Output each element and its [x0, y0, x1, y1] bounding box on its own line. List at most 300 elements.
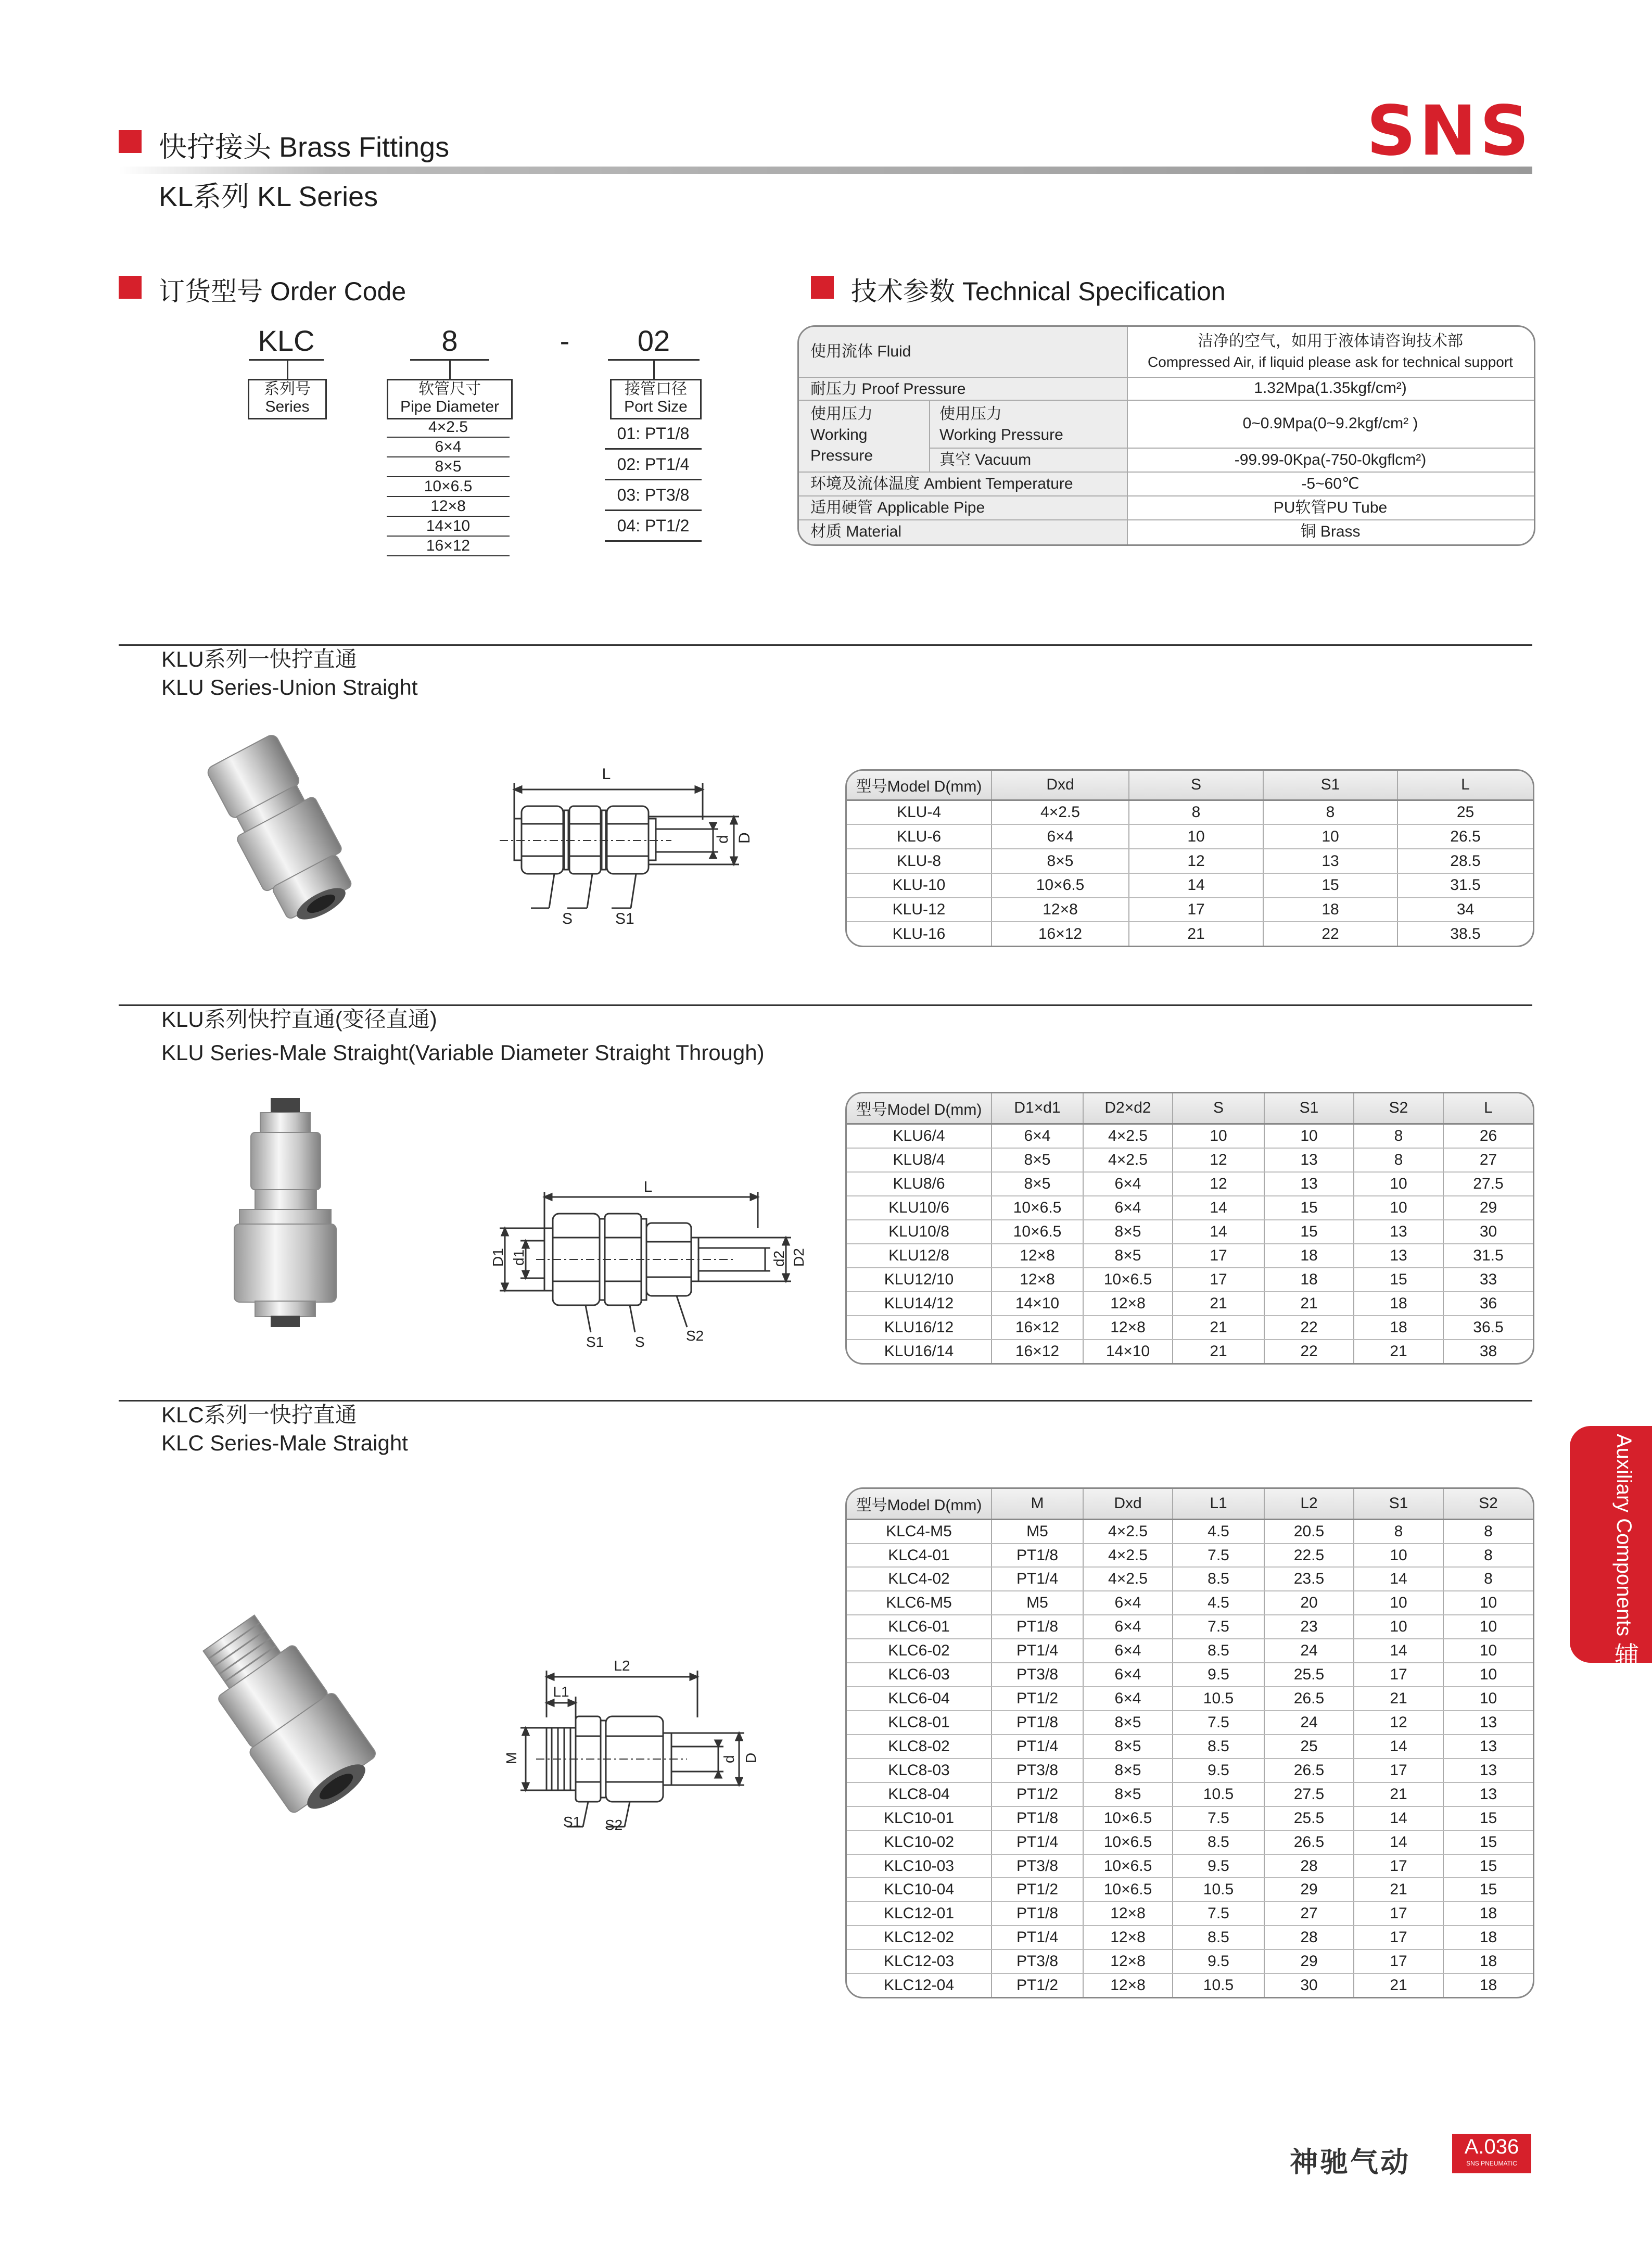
- table-cell: M5: [992, 1591, 1083, 1615]
- table-cell: 8.5: [1173, 1830, 1264, 1854]
- spec-mat-value: 铜 Brass: [1300, 523, 1361, 540]
- side-tab-cn: 辅助元件: [1610, 1642, 1638, 1742]
- table-row: [847, 1926, 1533, 1950]
- table-cell: 21: [1264, 1292, 1354, 1316]
- table-cell: 12: [1354, 1711, 1443, 1735]
- table-cell: 18: [1354, 1292, 1443, 1316]
- list-item: 10×6.5: [387, 477, 510, 497]
- klu-reducer-table: [845, 1092, 1534, 1365]
- spec-vac-value: -99.99-0Kpa(-750-0kgflcm²): [1234, 451, 1427, 468]
- table-header: Dxd: [1083, 1489, 1173, 1519]
- klu-reducer-photo: [219, 1098, 354, 1327]
- dim-d1-outer-label: D1: [490, 1248, 506, 1267]
- table-cell: 10×6.5: [992, 873, 1129, 898]
- table-row: [847, 1878, 1533, 1902]
- table-cell: 10×6.5: [1083, 1830, 1173, 1854]
- klc-male-drawing: [500, 1655, 770, 1842]
- table-cell: 12×8: [992, 898, 1129, 922]
- table-cell: 4×2.5: [1083, 1519, 1173, 1544]
- table-cell: 27: [1443, 1148, 1533, 1172]
- table-cell: 14: [1354, 1830, 1443, 1854]
- table-cell: 27: [1264, 1902, 1354, 1926]
- table-cell: 22: [1263, 922, 1397, 946]
- table-cell: 9.5: [1173, 1759, 1264, 1782]
- table-cell: 6×4: [1083, 1196, 1173, 1220]
- table-cell: 25: [1397, 800, 1533, 824]
- table-cell: PT1/8: [992, 1544, 1083, 1568]
- table-cell: 10×6.5: [992, 1220, 1083, 1244]
- table-cell: 4×2.5: [1083, 1544, 1173, 1568]
- dim-d2-outer-label: D2: [791, 1248, 807, 1267]
- table-header: 型号Model D(mm): [847, 771, 992, 800]
- table-cell: PT1/4: [992, 1567, 1083, 1591]
- table-cell: KLU-16: [847, 922, 992, 946]
- table-cell: 4×2.5: [1083, 1148, 1173, 1172]
- table-header: S: [1129, 771, 1263, 800]
- table-row: [847, 1687, 1533, 1711]
- table-row: [847, 1735, 1533, 1759]
- table-cell: 10: [1443, 1663, 1533, 1687]
- table-cell: 8×5: [1083, 1735, 1173, 1759]
- table-row: [847, 1196, 1533, 1220]
- table-cell: 12: [1173, 1148, 1264, 1172]
- klc-male-photo: [182, 1603, 401, 1842]
- table-cell: 6×4: [1083, 1687, 1173, 1711]
- table-cell: KLU-10: [847, 873, 992, 898]
- table-cell: KLC10-01: [847, 1806, 992, 1830]
- table-cell: 12×8: [1083, 1950, 1173, 1973]
- table-cell: 26.5: [1264, 1830, 1354, 1854]
- table-cell: PT1/8: [992, 1615, 1083, 1639]
- klu-union-photo: [187, 729, 385, 937]
- header-marker-icon: [119, 130, 142, 153]
- table-cell: PT1/8: [992, 1902, 1083, 1926]
- table-cell: KLC4-M5: [847, 1519, 992, 1544]
- spec-wp-sub-en: Working Pressure: [939, 426, 1063, 443]
- table-cell: KLC6-03: [847, 1663, 992, 1687]
- table-cell: 10: [1354, 1615, 1443, 1639]
- table-cell: 28: [1264, 1854, 1354, 1878]
- order-code-underline: [249, 359, 324, 361]
- dim-l-label: L: [643, 1181, 653, 1195]
- table-cell: KLC6-04: [847, 1687, 992, 1711]
- port-size-box: 接管口径 Port Size: [610, 379, 702, 419]
- table-cell: 15: [1443, 1830, 1533, 1854]
- dim-l1-label: L1: [553, 1684, 569, 1700]
- sec3-title-en: KLC Series-Male Straight: [161, 1431, 408, 1455]
- klu-union-drawing: [500, 762, 781, 934]
- table-row: [847, 1950, 1533, 1973]
- table-cell: 16×12: [992, 922, 1129, 946]
- table-cell: 10: [1354, 1196, 1443, 1220]
- table-cell: 15: [1443, 1806, 1533, 1830]
- table-row: [847, 1830, 1533, 1854]
- klc-male-table: [845, 1487, 1534, 1998]
- table-cell: KLC12-04: [847, 1973, 992, 1997]
- sec1-title-cn: KLU系列一快拧直通: [161, 647, 357, 671]
- table-cell: 8×5: [1083, 1711, 1173, 1735]
- table-cell: KLU10/8: [847, 1220, 992, 1244]
- table-cell: 6×4: [992, 1124, 1083, 1148]
- table-cell: 21: [1354, 1973, 1443, 1997]
- spec-wp-label-en1: Working: [810, 426, 868, 443]
- table-cell: 17: [1129, 898, 1263, 922]
- table-cell: 10: [1263, 824, 1397, 849]
- dim-s2-label: S2: [605, 1817, 623, 1833]
- table-cell: KLU8/4: [847, 1148, 992, 1172]
- table-cell: 10.5: [1173, 1687, 1264, 1711]
- table-cell: 13: [1264, 1172, 1354, 1196]
- table-cell: 6×4: [992, 824, 1129, 849]
- table-cell: 18: [1443, 1950, 1533, 1973]
- table-cell: 17: [1354, 1926, 1443, 1950]
- table-header: L: [1443, 1093, 1533, 1124]
- table-header: D2×d2: [1083, 1093, 1173, 1124]
- table-cell: 26.5: [1397, 824, 1533, 849]
- table-cell: 33: [1443, 1268, 1533, 1292]
- table-row: [847, 1759, 1533, 1782]
- table-cell: KLU-4: [847, 800, 992, 824]
- table-cell: PT1/8: [992, 1711, 1083, 1735]
- table-cell: PT1/4: [992, 1735, 1083, 1759]
- table-cell: PT1/4: [992, 1830, 1083, 1854]
- table-cell: KLC6-01: [847, 1615, 992, 1639]
- order-code-connector: [449, 360, 451, 379]
- table-cell: 8: [1443, 1567, 1533, 1591]
- table-cell: 8: [1354, 1519, 1443, 1544]
- spec-wp-value: 0~0.9Mpa(0~9.2kgf/cm² ): [1242, 415, 1418, 432]
- table-cell: 26.5: [1264, 1759, 1354, 1782]
- table-cell: 8×5: [1083, 1782, 1173, 1806]
- table-cell: 13: [1443, 1735, 1533, 1759]
- table-header: S: [1173, 1093, 1264, 1124]
- sec1-title-en: KLU Series-Union Straight: [161, 675, 418, 699]
- table-cell: 15: [1264, 1196, 1354, 1220]
- table-cell: 6×4: [1083, 1639, 1173, 1663]
- klu-union-table: [845, 769, 1534, 947]
- table-cell: 26.5: [1264, 1687, 1354, 1711]
- table-cell: 12×8: [1083, 1926, 1173, 1950]
- table-cell: 14: [1173, 1196, 1264, 1220]
- table-cell: 27.5: [1443, 1172, 1533, 1196]
- table-cell: PT1/4: [992, 1926, 1083, 1950]
- table-cell: PT1/2: [992, 1782, 1083, 1806]
- table-row: [847, 1544, 1533, 1568]
- dim-m-label: M: [503, 1752, 519, 1764]
- table-cell: 8.5: [1173, 1639, 1264, 1663]
- page-number-badge: [1452, 2134, 1531, 2173]
- dim-D-label: D: [736, 832, 753, 844]
- spec-fluid-label: 使用流体 Fluid: [810, 343, 911, 360]
- table-cell: 4×2.5: [992, 800, 1129, 824]
- table-cell: 23: [1264, 1615, 1354, 1639]
- series-title: KL系列 KL Series: [159, 181, 378, 212]
- order-code-dash: -: [560, 324, 570, 357]
- table-cell: 8: [1354, 1124, 1443, 1148]
- table-cell: 22.5: [1264, 1544, 1354, 1568]
- list-item: 16×12: [387, 537, 510, 556]
- table-cell: PT1/2: [992, 1878, 1083, 1902]
- table-header: S1: [1263, 771, 1397, 800]
- table-cell: 10×6.5: [1083, 1854, 1173, 1878]
- table-cell: 6×4: [1083, 1615, 1173, 1639]
- table-row: [847, 1782, 1533, 1806]
- table-cell: KLU8/6: [847, 1172, 992, 1196]
- table-cell: 10: [1443, 1687, 1533, 1711]
- spec-wp-label-en2: Pressure: [810, 447, 873, 464]
- table-cell: KLC12-03: [847, 1950, 992, 1973]
- table-cell: 20.5: [1264, 1519, 1354, 1544]
- table-header: Dxd: [992, 771, 1129, 800]
- table-cell: 12×8: [1083, 1902, 1173, 1926]
- table-cell: 14×10: [1083, 1340, 1173, 1363]
- table-row: [847, 1148, 1533, 1172]
- table-cell: 21: [1173, 1340, 1264, 1363]
- table-header: S1: [1354, 1489, 1443, 1519]
- table-cell: 10: [1129, 824, 1263, 849]
- table-row: [847, 1711, 1533, 1735]
- table-row: [847, 1854, 1533, 1878]
- sec3-title-cn: KLC系列一快拧直通: [161, 1403, 357, 1427]
- dim-s1-label: S1: [563, 1814, 581, 1830]
- table-header: S2: [1443, 1489, 1533, 1519]
- table-cell: 23.5: [1264, 1567, 1354, 1591]
- table-cell: 29: [1264, 1878, 1354, 1902]
- table-header: L2: [1264, 1489, 1354, 1519]
- page-number: A.036: [1464, 2135, 1519, 2158]
- table-cell: 12×8: [992, 1244, 1083, 1268]
- table-row: [847, 1268, 1533, 1292]
- table-cell: 8×5: [1083, 1220, 1173, 1244]
- dim-s-label: S: [562, 910, 573, 927]
- list-item: 04: PT1/2: [605, 511, 702, 542]
- table-cell: 4.5: [1173, 1591, 1264, 1615]
- table-cell: 9.5: [1173, 1950, 1264, 1973]
- table-cell: 8: [1354, 1148, 1443, 1172]
- table-row: [847, 1244, 1533, 1268]
- table-cell: 13: [1443, 1759, 1533, 1782]
- brand-logo: SNS: [1366, 91, 1532, 171]
- spec-fluid-value-en: Compressed Air, if liquid please ask for technical support: [1148, 354, 1513, 370]
- table-cell: 12×8: [992, 1268, 1083, 1292]
- table-cell: 8.5: [1173, 1567, 1264, 1591]
- table-cell: 14: [1173, 1220, 1264, 1244]
- table-cell: 10: [1354, 1172, 1443, 1196]
- dim-l-label: L: [602, 766, 611, 783]
- dim-D-label: D: [743, 1752, 759, 1763]
- table-cell: 10: [1443, 1615, 1533, 1639]
- table-cell: 30: [1264, 1973, 1354, 1997]
- table-cell: M5: [992, 1519, 1083, 1544]
- table-cell: 8×5: [992, 1172, 1083, 1196]
- table-cell: KLC4-02: [847, 1567, 992, 1591]
- table-cell: 14: [1354, 1806, 1443, 1830]
- spec-wp-label-cn: 使用压力: [810, 405, 873, 423]
- table-cell: 21: [1354, 1340, 1443, 1363]
- table-cell: 15: [1263, 873, 1397, 898]
- table-cell: 22: [1264, 1316, 1354, 1340]
- table-cell: KLU6/4: [847, 1124, 992, 1148]
- table-cell: PT1/8: [992, 1806, 1083, 1830]
- table-cell: 15: [1443, 1854, 1533, 1878]
- table-row: [847, 1615, 1533, 1639]
- table-cell: KLU-6: [847, 824, 992, 849]
- table-cell: 16×12: [992, 1316, 1083, 1340]
- table-cell: 10.5: [1173, 1973, 1264, 1997]
- list-item: 4×2.5: [387, 418, 510, 438]
- table-cell: 14: [1354, 1567, 1443, 1591]
- spec-proof-value: 1.32Mpa(1.35kgf/cm²): [1254, 379, 1407, 397]
- table-row: [847, 800, 1533, 824]
- table-cell: KLC10-04: [847, 1878, 992, 1902]
- table-cell: 4×2.5: [1083, 1124, 1173, 1148]
- side-tab-label: [1585, 1434, 1638, 1742]
- table-cell: 13: [1443, 1782, 1533, 1806]
- spec-temp-value: -5~60℃: [1301, 475, 1359, 492]
- list-item: 01: PT1/8: [605, 419, 702, 450]
- table-cell: 20: [1264, 1591, 1354, 1615]
- order-code-pipe: 8: [441, 324, 458, 357]
- table-cell: 30: [1443, 1220, 1533, 1244]
- list-item: 02: PT1/4: [605, 450, 702, 480]
- table-cell: 17: [1354, 1854, 1443, 1878]
- table-cell: 29: [1443, 1196, 1533, 1220]
- table-cell: KLU16/12: [847, 1316, 992, 1340]
- table-cell: 17: [1354, 1759, 1443, 1782]
- spec-pipe-value: PU软管PU Tube: [1273, 499, 1388, 516]
- table-row: [847, 1340, 1533, 1363]
- table-cell: 15: [1264, 1220, 1354, 1244]
- table-row: [847, 1316, 1533, 1340]
- table-cell: PT1/2: [992, 1687, 1083, 1711]
- table-row: [847, 873, 1533, 898]
- table-cell: 21: [1354, 1687, 1443, 1711]
- table-row: [847, 849, 1533, 873]
- series-box: 系列号 Series: [248, 379, 327, 419]
- table-cell: KLC10-02: [847, 1830, 992, 1854]
- table-cell: 21: [1354, 1782, 1443, 1806]
- table-header: S1: [1264, 1093, 1354, 1124]
- list-item: 03: PT3/8: [605, 480, 702, 511]
- table-cell: 9.5: [1173, 1663, 1264, 1687]
- table-cell: 14: [1129, 873, 1263, 898]
- table-row: [847, 898, 1533, 922]
- table-cell: 17: [1354, 1950, 1443, 1973]
- page-title: 快拧接头 Brass Fittings: [159, 132, 450, 163]
- klu-reducer-drawing: [489, 1181, 812, 1353]
- table-cell: 10: [1443, 1639, 1533, 1663]
- table-cell: 10.5: [1173, 1782, 1264, 1806]
- table-row: [847, 1639, 1533, 1663]
- table-cell: 10×6.5: [1083, 1878, 1173, 1902]
- table-cell: 17: [1354, 1663, 1443, 1687]
- table-row: [847, 1124, 1533, 1148]
- table-cell: 6×4: [1083, 1172, 1173, 1196]
- table-cell: 17: [1354, 1902, 1443, 1926]
- table-cell: 8×5: [1083, 1244, 1173, 1268]
- table-cell: 25.5: [1264, 1663, 1354, 1687]
- table-cell: 17: [1173, 1268, 1264, 1292]
- table-cell: KLC8-01: [847, 1711, 992, 1735]
- table-cell: 24: [1264, 1711, 1354, 1735]
- table-row: [847, 1663, 1533, 1687]
- table-header: M: [992, 1489, 1083, 1519]
- footer-company: 神驰气动: [1290, 2147, 1410, 2178]
- table-row: [847, 1806, 1533, 1830]
- table-cell: 18: [1354, 1316, 1443, 1340]
- table-header: 型号Model D(mm): [847, 1093, 992, 1124]
- table-cell: KLU14/12: [847, 1292, 992, 1316]
- table-cell: 34: [1397, 898, 1533, 922]
- spec-wp-sub-cn: 使用压力: [939, 405, 1002, 423]
- order-code-marker-icon: [119, 276, 142, 299]
- spec-temp-label: 环境及流体温度 Ambient Temperature: [810, 475, 1073, 492]
- table-cell: 8: [1263, 800, 1397, 824]
- list-item: 6×4: [387, 438, 510, 457]
- table-cell: 17: [1173, 1244, 1264, 1268]
- table-cell: KLC12-02: [847, 1926, 992, 1950]
- table-cell: 4×2.5: [1083, 1567, 1173, 1591]
- spec-pipe-label: 适用硬管 Applicable Pipe: [810, 499, 985, 516]
- table-cell: 12×8: [1083, 1316, 1173, 1340]
- table-cell: 8: [1443, 1544, 1533, 1568]
- table-cell: 10: [1173, 1124, 1264, 1148]
- table-cell: 38: [1479, 1343, 1497, 1360]
- table-cell: 7.5: [1173, 1544, 1264, 1568]
- table-cell: 25: [1264, 1735, 1354, 1759]
- port-size-list: [605, 419, 702, 542]
- list-item: 8×5: [387, 457, 510, 477]
- table-cell: KLC8-02: [847, 1735, 992, 1759]
- table-cell: 8×5: [992, 849, 1129, 873]
- table-cell: 18: [1443, 1902, 1533, 1926]
- table-cell: 36: [1443, 1292, 1533, 1316]
- sec2-title-en: KLU Series-Male Straight(Variable Diameter Straight Through): [161, 1040, 765, 1065]
- table-cell: 10: [1354, 1544, 1443, 1568]
- table-cell: 14: [1354, 1735, 1443, 1759]
- table-cell: PT3/8: [992, 1854, 1083, 1878]
- table-cell: 10: [1443, 1591, 1533, 1615]
- table-cell: 14: [1354, 1639, 1443, 1663]
- table-row: [847, 922, 1533, 946]
- table-row: [847, 1591, 1533, 1615]
- order-code-connector: [287, 360, 288, 379]
- table-cell: 10×6.5: [1083, 1806, 1173, 1830]
- table-cell: 26: [1443, 1124, 1533, 1148]
- table-cell: 28.5: [1397, 849, 1533, 873]
- table-cell: 18: [1263, 898, 1397, 922]
- table-header: L1: [1173, 1489, 1264, 1519]
- table-cell: 7.5: [1173, 1615, 1264, 1639]
- table-cell: 8×5: [1083, 1759, 1173, 1782]
- table-cell: KLC6-M5: [847, 1591, 992, 1615]
- footer-brand-small: SNS PNEUMATIC: [1466, 2160, 1517, 2167]
- table-cell: 22: [1264, 1340, 1354, 1363]
- table-cell: 6×4: [1083, 1663, 1173, 1687]
- table-cell: 36.5: [1443, 1316, 1533, 1340]
- table-cell: 10×6.5: [992, 1196, 1083, 1220]
- table-row: [847, 1220, 1533, 1244]
- table-cell: 31.5: [1443, 1244, 1533, 1268]
- table-row: [847, 1973, 1533, 1997]
- table-cell: 13: [1354, 1244, 1443, 1268]
- table-cell: KLU12/10: [847, 1268, 992, 1292]
- spec-mat-label: 材质 Material: [810, 523, 902, 540]
- table-cell: PT1/2: [992, 1973, 1083, 1997]
- table-cell: 29: [1264, 1950, 1354, 1973]
- table-cell: 13: [1263, 849, 1397, 873]
- table-cell: 38.5: [1450, 925, 1481, 942]
